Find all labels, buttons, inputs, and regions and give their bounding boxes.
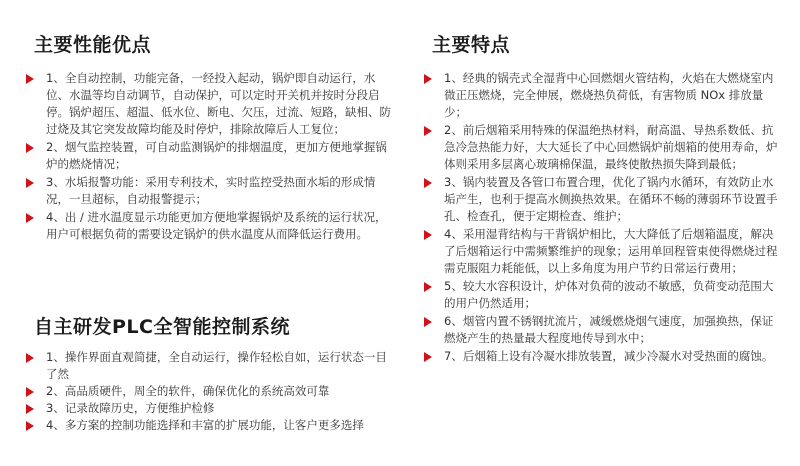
list-item: 3、水垢报警功能：采用专利技术，实时监控受热面水垢的形成情况，一旦超标，自动报警提示； xyxy=(22,174,392,208)
list-item: 2、高品质硬件，周全的软件，确保优化的系统高效可靠 xyxy=(22,383,392,400)
list-item: 2、前后烟箱采用特殊的保温绝热材料，耐高温、导热系数低、抗急冷急热能力好，大大延长了中心回燃锅炉前烟箱的使用寿命，炉体则采用多层离心玻璃棉保温，最终使散热损失降到最低； xyxy=(420,122,782,173)
section-title-features: 主要特点 xyxy=(432,34,511,56)
bullet-arrow-icon xyxy=(26,404,34,414)
bullet-arrow-icon xyxy=(424,352,432,362)
bullet-arrow-icon xyxy=(424,178,432,188)
bullet-arrow-icon xyxy=(424,317,432,327)
list-item: 1、经典的锅壳式全湿背中心回燃烟火管结构，火焰在大燃烧室内微正压燃烧，完全伸展，燃烧热负荷低，有害物质 NOx 排放量少； xyxy=(420,70,782,121)
list-item: 4、多方案的控制功能选择和丰富的扩展功能，让客户更多选择 xyxy=(22,417,392,434)
list-item: 6、烟管内置不锈钢扰流片，减缓燃烧烟气速度，加强换热，保证燃烧产生的热量最大程度地传导到水中； xyxy=(420,313,782,347)
list-item: 5、较大水容积设计，炉体对负荷的波动不敏感，负荷变动范围大的用户仍然适用； xyxy=(420,278,782,312)
bullet-arrow-icon xyxy=(26,178,34,188)
list-item: 2、烟气监控装置，可自动监测锅炉的排烟温度，更加方便地掌握锅炉的燃烧情况； xyxy=(22,139,392,173)
list-item: 7、后烟箱上设有冷凝水排放装置，减少冷凝水对受热面的腐蚀。 xyxy=(420,348,782,365)
bullet-arrow-icon xyxy=(26,74,34,84)
bullet-arrow-icon xyxy=(26,421,34,431)
list-item: 4、出 / 进水温度显示功能更加方便地掌握锅炉及系统的运行状况，用户可根据负荷的需要设定锅炉的供水温度从而降低运行费用。 xyxy=(22,209,392,243)
bullet-arrow-icon xyxy=(424,126,432,136)
performance-list xyxy=(22,70,392,243)
features-list xyxy=(420,70,782,365)
bullet-arrow-icon xyxy=(424,282,432,292)
bullet-arrow-icon xyxy=(26,353,34,363)
list-item: 4、采用湿背结构与干背锅炉相比，大大降低了后烟箱温度，解决了后烟箱运行中需频繁维护的现象；运用单回程管束使得燃烧过程需克服阻力耗能低，以上多角度为用户节约日常运行费用； xyxy=(420,226,782,277)
bullet-arrow-icon xyxy=(26,387,34,397)
list-item: 1、全自动控制，功能完备，一经投入起动，锅炉即自动运行，水位、水温等均自动调节，自动保护，可以定时开关机并按时分段启停。锅炉超压、超温、低水位、断电、欠压，过流、短路，缺相、防过烧及其它突发故障均能及时停炉，排除故障后人工复位； xyxy=(22,70,392,138)
bullet-arrow-icon xyxy=(424,74,432,84)
section-title-performance: 主要性能优点 xyxy=(34,34,152,56)
section-title-plc: 自主研发PLC全智能控制系统 xyxy=(34,316,290,338)
bullet-arrow-icon xyxy=(26,213,34,223)
list-item: 1、操作界面直观简捷，全自动运行，操作轻松自如，运行状态一目了然 xyxy=(22,349,392,383)
list-item: 3、记录故障历史，方便维护检修 xyxy=(22,400,392,417)
list-item: 3、锅内装置及各管口布置合理，优化了锅内水循环，有效防止水垢产生，也利于提高水侧换热效果。在循环不畅的薄弱环节设置手孔、检查孔，便于定期检查、维护； xyxy=(420,174,782,225)
plc-list xyxy=(22,349,392,434)
bullet-arrow-icon xyxy=(26,143,34,153)
bullet-arrow-icon xyxy=(424,230,432,240)
